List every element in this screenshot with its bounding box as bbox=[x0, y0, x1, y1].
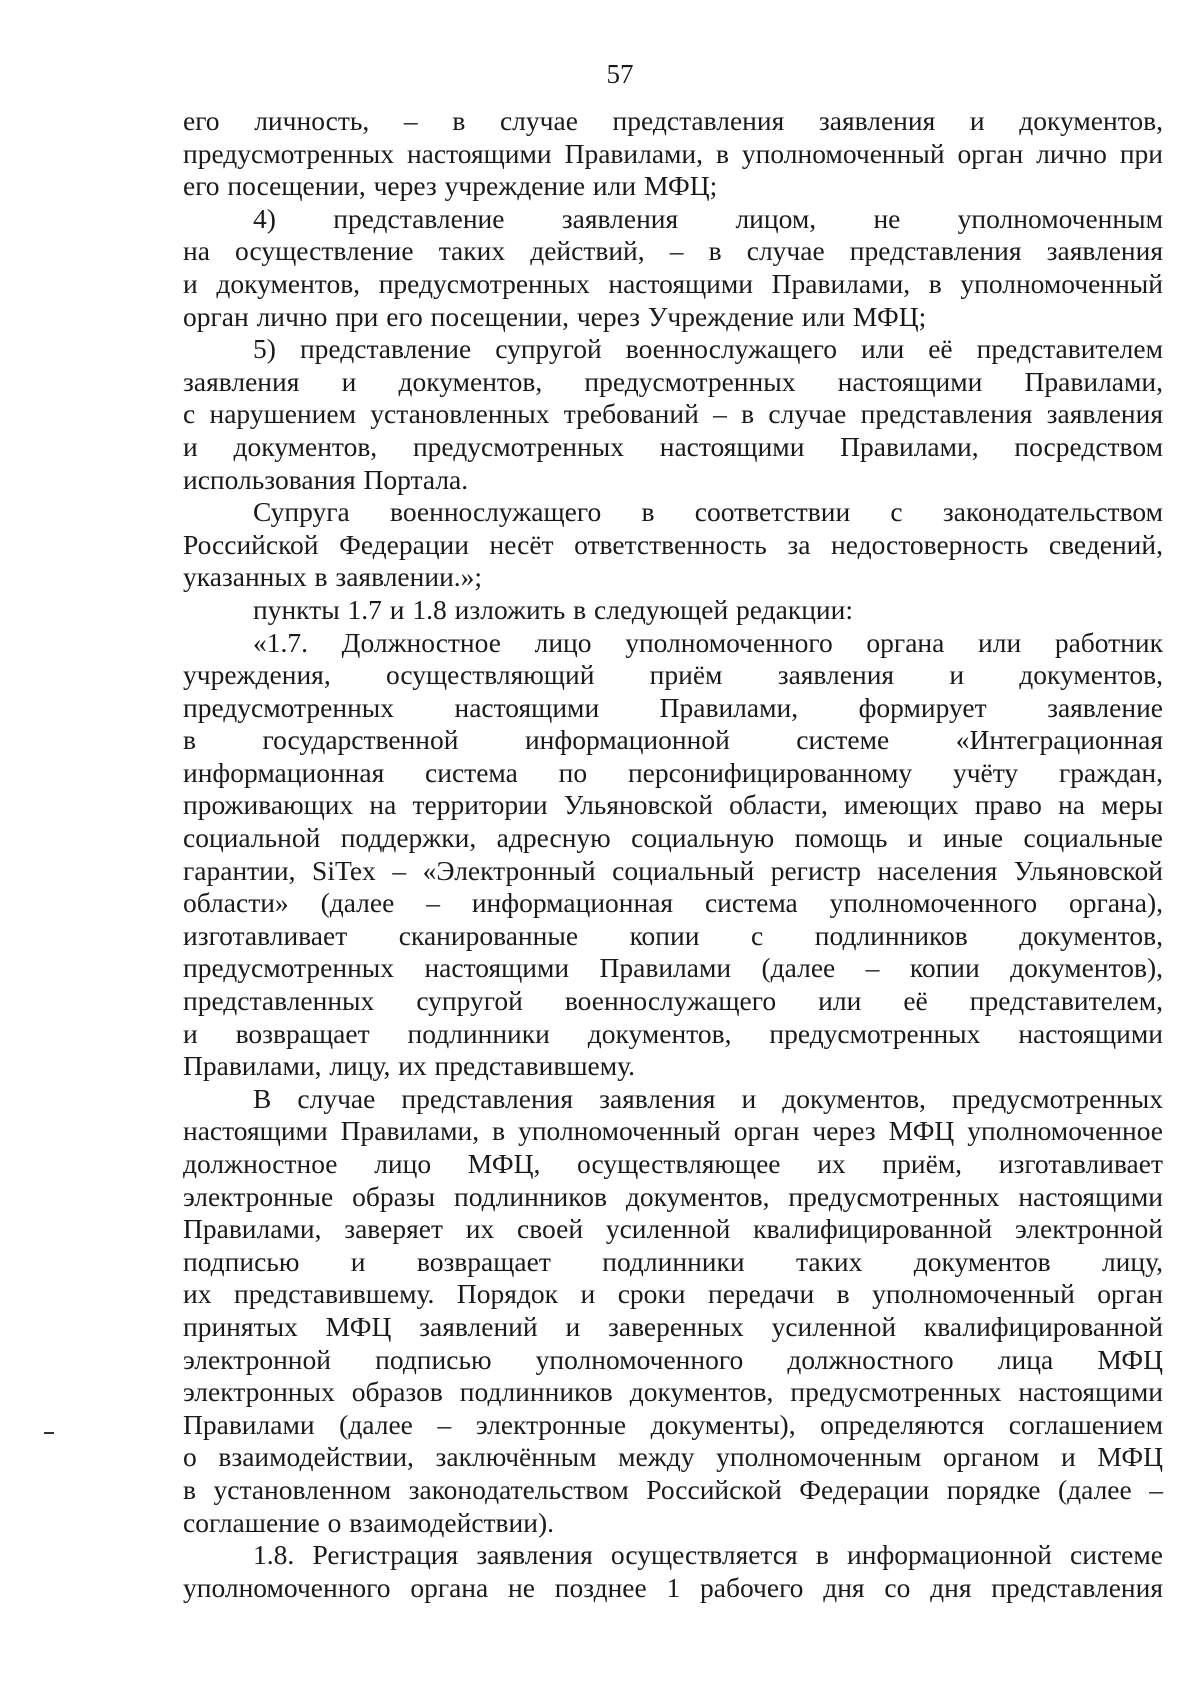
text-line: подписью и возвращает подлинники таких документов лицу, bbox=[183, 1245, 1163, 1277]
text-line: и документов, предусмотренных настоящими Правилами, посредством bbox=[183, 430, 1163, 462]
text-line: в государственной информационной системе «Интеграционная bbox=[183, 724, 1163, 756]
text-line: предусмотренных настоящими Правилами, формирует заявление bbox=[183, 691, 1163, 723]
text-line: представленных супругой военнослужащего или её представителем, bbox=[183, 985, 1163, 1017]
text-line: и возвращает подлинники документов, предусмотренных настоящими bbox=[183, 1017, 1163, 1049]
text-line: электронных образов подлинников документов, предусмотренных настоящими bbox=[183, 1376, 1163, 1408]
text-line: «1.7. Должностное лицо уполномоченного органа или работник bbox=[253, 626, 1163, 658]
text-line: указанных в заявлении.»; bbox=[183, 561, 483, 593]
text-line: гарантии, SiTex – «Электронный социальный регистр населения Ульяновской bbox=[183, 854, 1163, 886]
text-line: Российской Федерации несёт ответственность за недостоверность сведений, bbox=[183, 528, 1163, 560]
text-line: изготавливает сканированные копии с подлинников документов, bbox=[183, 919, 1163, 951]
text-line: принятых МФЦ заявлений и заверенных усиленной квалифицированной bbox=[183, 1310, 1163, 1342]
text-line: информационная система по персонифицированному учёту граждан, bbox=[183, 756, 1163, 788]
text-line: о взаимодействии, заключённым между уполномоченным органом и МФЦ bbox=[183, 1441, 1163, 1473]
text-line: должностное лицо МФЦ, осуществляющее их приём, изготавливает bbox=[183, 1148, 1163, 1179]
text-line: предусмотренных настоящими Правилами (далее – копии документов), bbox=[183, 952, 1163, 984]
text-line: 1.8. Регистрация заявления осуществляется в информационной системе bbox=[253, 1539, 1163, 1571]
text-line: электронные образы подлинников документов, предусмотренных настоящими bbox=[183, 1180, 1163, 1212]
text-line: настоящими Правилами, в уполномоченный орган через МФЦ уполномоченное bbox=[183, 1115, 1163, 1147]
text-line: Правилами, лицу, их представившему. bbox=[183, 1050, 635, 1082]
text-line: В случае представления заявления и документов, предусмотренных bbox=[253, 1082, 1163, 1114]
text-line: заявления и документов, предусмотренных настоящими Правилами, bbox=[183, 365, 1163, 397]
document-body bbox=[183, 105, 1163, 1604]
text-line: Супруга военнослужащего в соответствии с законодательством bbox=[253, 496, 1163, 528]
text-line: его личность, – в случае представления заявления и документов, bbox=[183, 105, 1163, 136]
text-line: 4) представление заявления лицом, не уполномоченным bbox=[253, 202, 1163, 234]
text-line: и документов, предусмотренных настоящими Правилами, в уполномоченный bbox=[183, 267, 1163, 299]
text-line: в установленном законодательством Российской Федерации порядке (далее – bbox=[183, 1473, 1163, 1505]
scan-artifact-mark bbox=[44, 1432, 54, 1434]
text-line: электронной подписью уполномоченного должностного лица МФЦ bbox=[183, 1343, 1163, 1375]
text-line: их представившему. Порядок и сроки передачи в уполномоченный орган bbox=[183, 1278, 1163, 1310]
text-line: орган лично при его посещении, через Учреждение или МФЦ; bbox=[183, 300, 927, 332]
page-number: 57 bbox=[606, 59, 634, 89]
text-line: с нарушением установленных требований – в случае представления заявления bbox=[183, 398, 1163, 430]
text-line: Правилами, заверяет их своей усиленной квалифицированной электронной bbox=[183, 1213, 1163, 1245]
text-line: социальной поддержки, адресную социальную помощь и иные социальные bbox=[183, 822, 1163, 854]
text-line: проживающих на территории Ульяновской области, имеющих право на меры bbox=[183, 789, 1163, 821]
text-line: на осуществление таких действий, – в случае представления заявления bbox=[183, 235, 1163, 267]
text-line: его посещении, через учреждение или МФЦ; bbox=[183, 170, 718, 202]
text-line: области» (далее – информационная система уполномоченного органа), bbox=[183, 887, 1163, 919]
text-line: предусмотренных настоящими Правилами, в уполномоченный орган лично при bbox=[183, 137, 1163, 169]
text-line: использования Портала. bbox=[183, 463, 469, 495]
text-line: Правилами (далее – электронные документы), определяются соглашением bbox=[183, 1408, 1163, 1440]
text-line: уполномоченного органа не позднее 1 рабочего дня со дня представления bbox=[183, 1571, 1163, 1603]
text-line: соглашение о взаимодействии). bbox=[183, 1506, 555, 1538]
text-line: пункты 1.7 и 1.8 изложить в следующей редакции: bbox=[253, 593, 853, 625]
text-line: 5) представление супругой военнослужащего или её представителем bbox=[253, 333, 1163, 365]
text-line: учреждения, осуществляющий приём заявления и документов, bbox=[183, 659, 1163, 691]
